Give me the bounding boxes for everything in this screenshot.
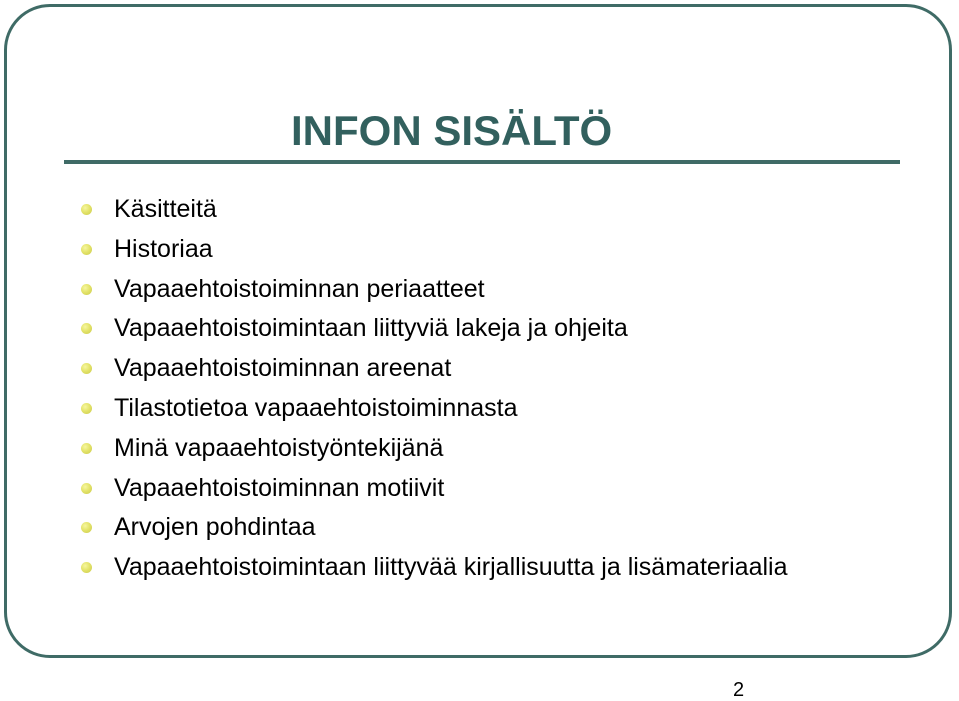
bullet-text: Vapaaehtoistoiminnan areenat — [114, 354, 452, 383]
bullet-item — [0, 230, 788, 270]
bullet-text: Tilastotietoa vapaaehtoistoiminnasta — [114, 393, 518, 422]
bullet-dot-icon — [81, 363, 92, 374]
bullet-dot-icon — [81, 443, 92, 454]
bullet-item — [0, 349, 788, 389]
bullet-text: Vapaaehtoistoiminnan periaatteet — [114, 274, 485, 303]
bullet-item — [0, 389, 788, 429]
bullet-text: Vapaaehtoistoimintaan liittyviä lakeja ja ohjeita — [114, 314, 628, 343]
bullet-dot-icon — [81, 522, 92, 533]
bullet-dot-icon — [81, 403, 92, 414]
bullet-dot-icon — [81, 562, 92, 573]
bullet-text: Vapaaehtoistoiminnan motiivit — [114, 473, 445, 502]
bullet-item — [0, 309, 788, 349]
page-number: 2 — [733, 679, 745, 701]
bullet-text: Käsitteitä — [114, 195, 217, 223]
bullet-list — [0, 190, 788, 588]
bullet-item — [0, 270, 788, 310]
bullet-text: Vapaaehtoistoimintaan liittyvää kirjallisuutta ja lisämateriaalia — [114, 553, 788, 582]
bullet-item — [0, 429, 788, 469]
title-underline — [64, 160, 900, 164]
bullet-dot-icon — [81, 284, 92, 295]
bullet-text: Arvojen pohdintaa — [114, 513, 316, 542]
slide-title: INFON SISÄLTÖ — [291, 107, 613, 154]
bullet-item — [0, 469, 788, 509]
bullet-item — [0, 508, 788, 548]
bullet-item — [0, 548, 788, 588]
bullet-text: Minä vapaaehtoistyöntekijänä — [114, 433, 444, 462]
bullet-dot-icon — [81, 323, 92, 334]
bullet-text: Historiaa — [114, 234, 213, 263]
bullet-dot-icon — [81, 244, 92, 255]
bullet-dot-icon — [81, 204, 92, 215]
bullet-dot-icon — [81, 483, 92, 494]
bullet-item — [0, 190, 788, 230]
